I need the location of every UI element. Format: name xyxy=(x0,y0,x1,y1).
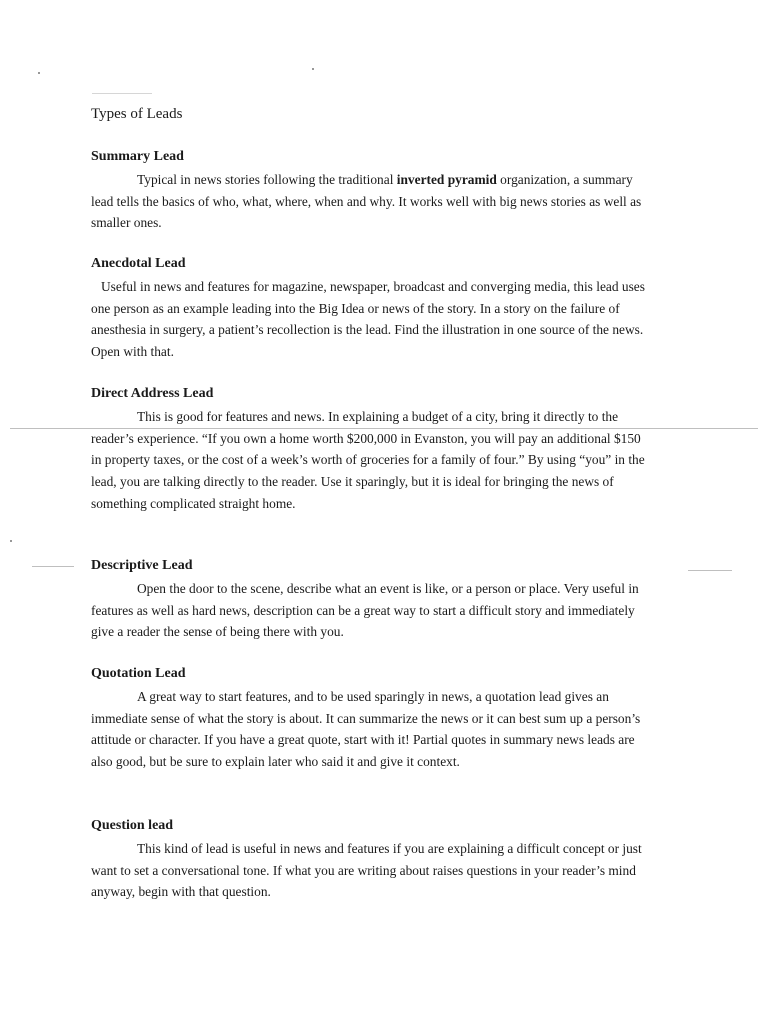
scan-artifact-line xyxy=(32,566,74,567)
body-text: organization, a summary lead tells the basics of who, what, where, when and why. It works well with big news stories as well as smaller ones. xyxy=(91,172,642,231)
section-body: Useful in news and features for magazine, newspaper, broadcast and converging media, this lead uses one person as an example leading into the Big Idea or news of the story. In a story on the failure of anesthesia in surgery, a patient’s recollection is the lead. Find the illustration in one source of the news. Open with that. xyxy=(91,279,645,360)
section-question-lead xyxy=(91,817,651,903)
section-heading: Question lead xyxy=(91,818,174,833)
section-body: This kind of lead is useful in news and features if you are explaining a difficult concept or just want to set a conversational tone. If what you are writing about raises questions in your reader’s mind anyway, begin with that question. xyxy=(91,841,642,900)
section-descriptive-lead xyxy=(91,557,651,643)
section-heading: Summary Lead xyxy=(91,149,184,164)
section-body: Open the door to the scene, describe what an event is like, or a person or place. Very useful in features as well as hard news, description can be a great way to start a difficult story and immediately give a reader the sense of being there with you. xyxy=(91,581,639,640)
scan-artifact-line xyxy=(688,570,732,571)
section-direct-address-lead xyxy=(91,385,651,515)
section-heading: Anecdotal Lead xyxy=(91,256,186,271)
section-heading: Descriptive Lead xyxy=(91,558,193,573)
scan-speck xyxy=(10,540,12,542)
scan-speck xyxy=(38,72,40,74)
document-title: Types of Leads xyxy=(91,106,183,122)
section-quotation-lead xyxy=(91,665,651,773)
section-heading: Direct Address Lead xyxy=(91,386,214,401)
section-anecdotal-lead xyxy=(91,255,651,363)
body-text: Typical in news stories following the traditional xyxy=(137,172,397,187)
section-body xyxy=(91,169,651,234)
section-heading: Quotation Lead xyxy=(91,666,186,681)
section-body: A great way to start features, and to be used sparingly in news, a quotation lead gives an immediate sense of what the story is about. It can summarize the news or it can best sum up a person’s attitude or character. If you have a great quote, start with it! Partial quotes in summary news leads are also good, but be sure to explain later who said it and give it context. xyxy=(91,689,641,770)
scan-speck xyxy=(312,68,314,70)
scan-artifact-line xyxy=(92,93,152,94)
body-bold-term: inverted pyramid xyxy=(396,172,497,187)
section-body: This is good for features and news. In explaining a budget of a city, bring it directly to the reader’s experience. “If you own a home worth $200,000 in Evanston, you will pay an additional $150 in property taxes, or the cost of a week’s worth of groceries for a family of four.” By using “you” in the lead, you are talking directly to the reader. Use it sparingly, but it is ideal for bringing the news of something complicated straight home. xyxy=(91,409,645,511)
section-summary-lead xyxy=(91,148,651,234)
